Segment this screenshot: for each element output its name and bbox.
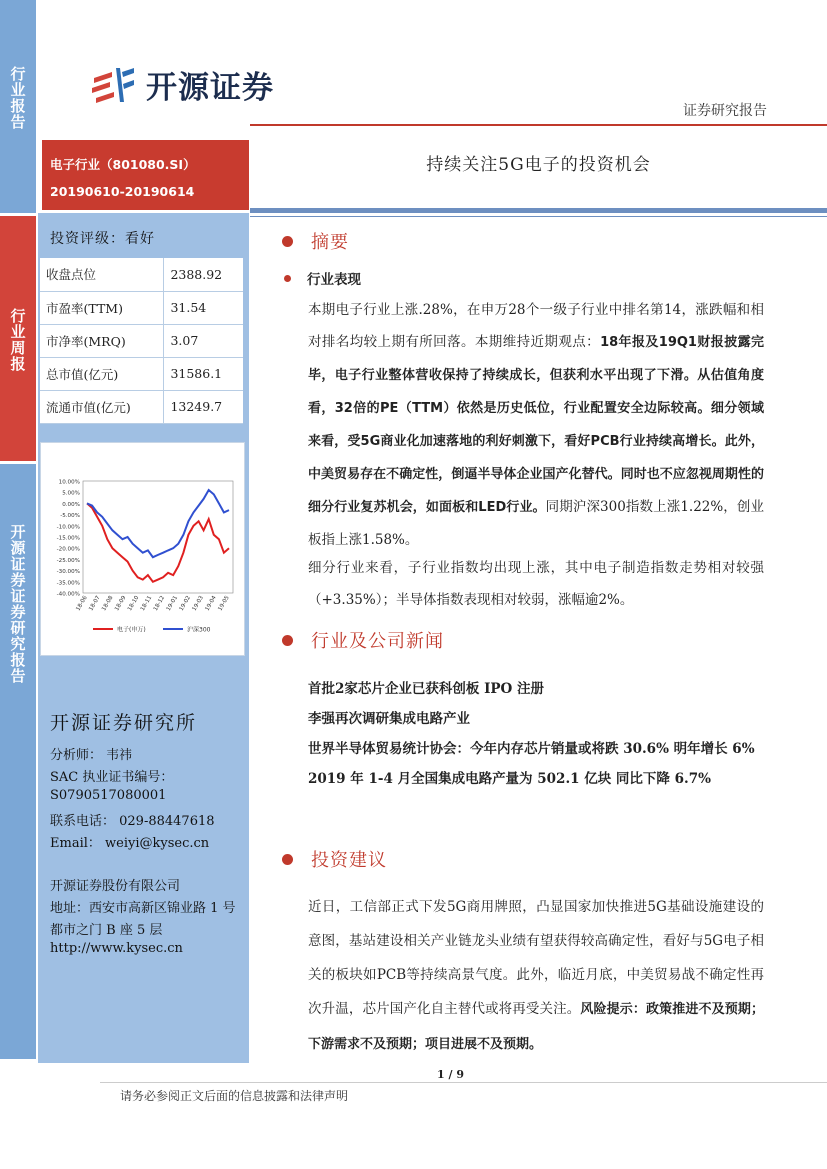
address-line-1: 地址：西安市高新区锦业路 1 号: [50, 901, 236, 916]
chart-svg: [41, 443, 244, 655]
section-title: 摘要: [311, 232, 349, 253]
stat-value: 2388.92: [164, 258, 243, 291]
stat-value: 3.07: [164, 324, 243, 357]
header-divider: [250, 124, 827, 126]
legend-label: 沪深300: [187, 626, 211, 634]
bullet-icon: [282, 236, 293, 247]
risk-text: 政策推进不及预期；下游需求不及预期；项目进展不及预期。: [308, 1002, 764, 1052]
stat-label: 市盈率(TTM): [40, 291, 164, 324]
x-tick-label: 18-07: [88, 595, 102, 613]
x-tick-label: 18-11: [139, 595, 154, 613]
page-number: 1 / 9: [437, 1068, 464, 1081]
sidebar-tab-label: 行业报告: [8, 66, 27, 130]
table-row: [40, 357, 243, 390]
news-list: [308, 674, 764, 794]
institute-name: 开源证券研究所: [50, 712, 198, 734]
disclaimer: 请务必参阅正文后面的信息披露和法律声明: [120, 1089, 349, 1103]
title-divider: [250, 208, 827, 213]
x-tick-label: 19-01: [165, 595, 180, 613]
stat-label: 市净率(MRQ): [40, 324, 164, 357]
x-tick-label: 18-09: [114, 595, 128, 613]
paragraph-bold-text: 18年报及19Q1财报披露完毕，电子行业整体营收保持了持续成长，但获利水平出现了下滑。从估值角度看，32倍的PE（TTM）依然是历史低位，行业配置安全边际较高。细分领域来看，受5G商业化加速落地的利好刺激下，看好PCB行业持续高增长。此外，中美贸易存在不确定性，倒逼半导体企业国产化替代。同时也不应忽视周期性的细分行业复苏机会，如面板和LED行业。: [308, 335, 765, 515]
table-row: [40, 258, 243, 291]
company-full-name: 开源证券股份有限公司: [50, 879, 181, 894]
table-row: [40, 390, 243, 423]
advice-paragraph: [308, 890, 764, 1062]
table-row: [40, 324, 243, 357]
logo-icon: [90, 64, 136, 106]
y-tick-label: 10.00%: [58, 479, 80, 486]
company-name: 开源证券: [146, 70, 274, 106]
x-tick-label: 18-10: [127, 595, 141, 613]
section-summary: [282, 228, 349, 254]
bullet-icon: [282, 854, 293, 865]
section-title: 投资建议: [311, 850, 387, 871]
section-title: 行业及公司新闻: [311, 631, 444, 652]
stat-value: 31.54: [164, 291, 243, 324]
x-tick-label: 19-05: [217, 595, 231, 613]
bullet-icon: [284, 275, 291, 282]
news-item: 首批2家芯片企业已获科创板 IPO 注册: [308, 681, 545, 697]
series-line-1: [87, 503, 229, 581]
news-item: 世界半导体贸易统计协会：今年内存芯片销量或将跌 30.6% 明年增长 6%: [308, 741, 755, 757]
stats-table: [40, 258, 243, 424]
footer-divider: [100, 1082, 827, 1083]
legend-label: 电子(申万): [117, 626, 146, 634]
risk-label: 风险提示：: [580, 1002, 647, 1017]
sidebar-tab-industry-report: [0, 0, 36, 213]
paragraph-text: 同期沪深300指数上涨1.22%，创业板指上涨1.58%。: [308, 499, 764, 548]
doc-type: 证券研究报告: [683, 103, 767, 119]
summary-paragraph-2: 细分行业来看，子行业指数均出现上涨，其中电子制造指数走势相对较强（+3.35%）；半导体指数表现相对较弱，涨幅逾2%。: [308, 560, 764, 608]
summary-paragraph-1: [308, 294, 764, 556]
sac-label: SAC 执业证书编号：: [50, 770, 174, 785]
sac-number: S0790517080001: [50, 788, 167, 803]
news-item: 李强再次调研集成电路产业: [308, 711, 470, 727]
y-tick-label: -25.00%: [56, 557, 80, 564]
company-logo: [90, 62, 274, 107]
subsection-title: 行业表现: [307, 272, 361, 288]
website-link[interactable]: http://www.kysec.cn: [50, 941, 183, 956]
x-tick-label: 19-03: [191, 595, 205, 613]
report-title: 持续关注5G电子的投资机会: [426, 155, 651, 175]
x-tick-label: 19-04: [204, 595, 218, 613]
industry-code: 电子行业（801080.SI）: [50, 157, 196, 172]
y-tick-label: -30.00%: [56, 569, 80, 576]
investment-rating: 投资评级：看好: [50, 231, 155, 247]
x-tick-label: 19-02: [178, 595, 193, 613]
sidebar-tab-label: 行业周报: [8, 308, 27, 372]
stat-value: 31586.1: [164, 357, 243, 390]
sidebar-tab-research: [0, 464, 36, 1059]
y-tick-label: -20.00%: [56, 546, 80, 553]
x-tick-label: 18-12: [152, 595, 167, 613]
stat-label: 总市值(亿元): [40, 357, 164, 390]
bullet-icon: [282, 635, 293, 646]
y-tick-label: 0.00%: [62, 501, 80, 508]
sidebar-tab-label: 开源证券证券研究报告: [8, 524, 27, 684]
x-tick-label: 18-08: [101, 595, 115, 613]
y-tick-label: 5.00%: [62, 490, 80, 497]
paragraph-text: 近日，工信部正式下发5G商用牌照，凸显国家加快推进5G基础设施建设的意图，基站建设相关产业链龙头业绩有望获得较高确定性，看好与5G电子相关的板块如PCB等持续高景气度。此外，临近月底，中美贸易战不确定性再次升温，芯片国产化自主替代或将再受关注。: [308, 899, 764, 1017]
y-tick-label: -35.00%: [56, 580, 80, 587]
y-tick-label: -40.00%: [56, 591, 80, 598]
section-advice: [282, 846, 387, 872]
email: Email： weiyi@kysec.cn: [50, 836, 210, 851]
title-divider-thin: [250, 216, 827, 217]
address-line-2: 都市之门 B 座 5 层: [50, 923, 163, 938]
sidebar-tab-weekly: [0, 216, 36, 461]
stat-label: 流通市值(亿元): [40, 390, 164, 423]
news-item: 2019 年 1-4 月全国集成电路产量为 502.1 亿块 同比下降 6.7%: [308, 771, 711, 787]
industry-block: [42, 140, 249, 210]
stat-label: 收盘点位: [40, 258, 164, 291]
y-tick-label: -15.00%: [56, 535, 80, 542]
paragraph-text: 本期电子行业上涨.28%，在申万28个一级子行业中排名第14，涨跌幅和相对排名均较上期有所回落。本期维持近期观点：: [308, 302, 764, 350]
analyst: 分析师： 韦祎: [50, 748, 133, 763]
table-row: [40, 291, 243, 324]
y-tick-label: -5.00%: [60, 513, 80, 520]
y-tick-label: -10.00%: [56, 524, 80, 531]
date-range: 20190610-20190614: [50, 184, 195, 199]
x-tick-label: 18-06: [75, 595, 89, 613]
phone: 联系电话： 029-88447618: [50, 814, 215, 829]
performance-chart: [40, 442, 245, 656]
stat-value: 13249.7: [164, 390, 243, 423]
subsection-performance: [284, 268, 361, 288]
section-news: [282, 627, 444, 653]
